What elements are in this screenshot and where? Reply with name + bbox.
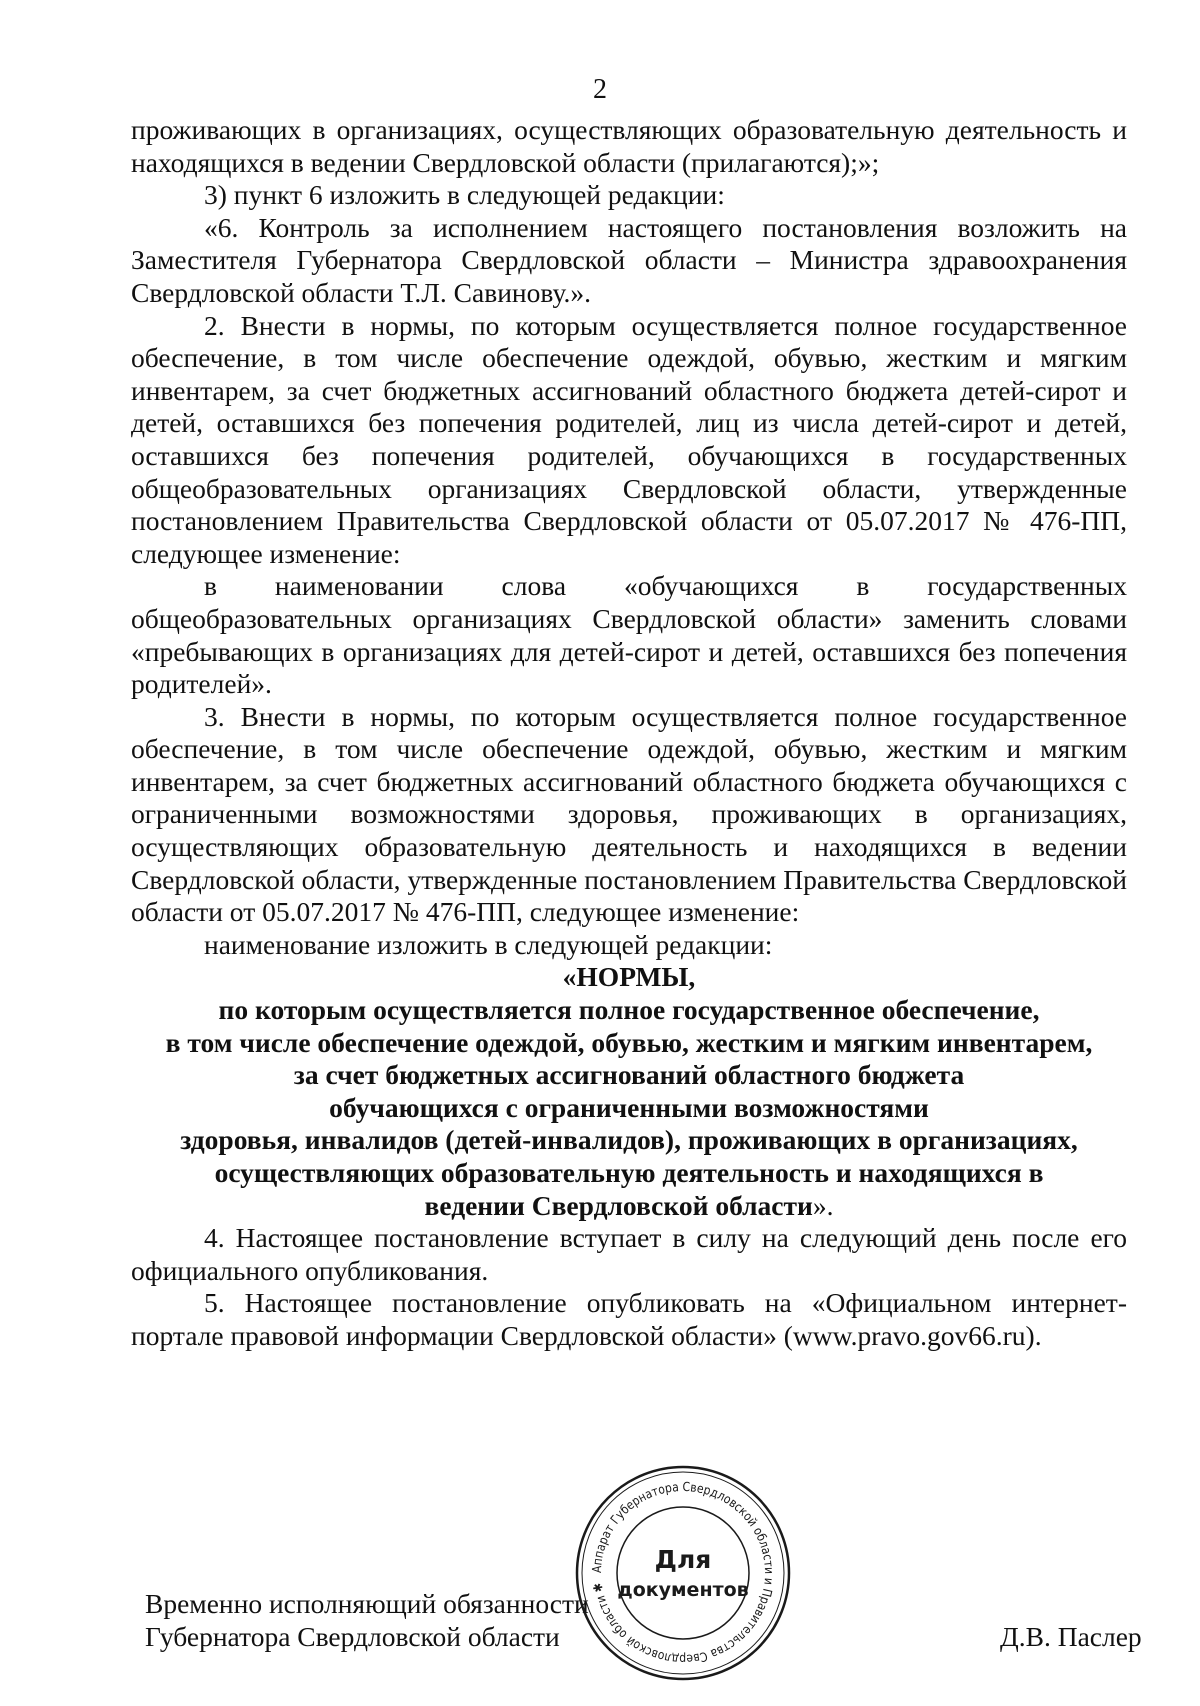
norms-heading-line: по которым осуществляется полное государственное обеспечение,	[218, 994, 1040, 1026]
norms-heading-line: «НОРМЫ,	[562, 961, 696, 993]
signature-name: Д.В. Паслер	[1000, 1621, 1142, 1652]
paragraph-3: 3. Внести в нормы, по которым осуществляется полное государственное обеспечение, в том числе обеспечение одеждой, обувью, жестким и мягким инвентарем, за счет бюджетных ассигнований областного бюджета обучающихся с ограниченными возможностями здоровья, проживающих в организациях, осуществляющих образовательную деятельность и находящихся в ведении Свердловской области, утвержденные постановлением Правительства Свердловской области от 05.07.2017 № 476-ПП, следующее изменение:	[131, 700, 1127, 928]
paragraph-2-change: в наименовании слова «обучающихся в государственных общеобразовательных организациях Свердловской области» заменить словами «пребывающих в организациях для детей-сирот и детей, оставшихся без попечения родителей».	[131, 570, 1127, 700]
norms-heading-bold-part: ведении Свердловской области	[424, 1189, 813, 1221]
document-body	[131, 114, 1127, 1353]
signature-title-line-2: Губернатора Свердловской области	[145, 1621, 560, 1652]
paragraph-continuation: проживающих в организациях, осуществляющих образовательную деятельность и находящихся в ведении Свердловской области (прилагаются);»;	[131, 114, 1127, 178]
stamp-ring-text: Аппарат Губернатора Свердловской области и Правительства Свердловской области ✱	[588, 1478, 778, 1668]
norms-heading-closing-quote: ».	[812, 1189, 834, 1221]
norms-heading-line: в том числе обеспечение одеждой, обувью, жестким и мягким инвентарем,	[165, 1026, 1093, 1058]
signature-title-line-1: Временно исполняющий обязанности	[145, 1588, 589, 1619]
paragraph-3-change: наименование изложить в следующей редакции:	[204, 928, 773, 960]
paragraph-5: 5. Настоящее постановление опубликовать на «Официальном интернет-портале правовой информации Свердловской области» (www.pravo.gov66.ru).	[131, 1287, 1127, 1351]
norms-heading-line: осуществляющих образовательную деятельность и находящихся в	[214, 1157, 1044, 1188]
stamp-center-line-2: документов	[617, 1579, 749, 1601]
norms-heading-last-line	[131, 1190, 1127, 1223]
paragraph-4: 4. Настоящее постановление вступает в силу на следующий день после его официального опубликования.	[131, 1222, 1127, 1286]
official-stamp	[572, 1462, 794, 1684]
paragraph-item-3: 3) пункт 6 изложить в следующей редакции:	[204, 179, 725, 211]
signature-title	[145, 1587, 589, 1653]
stamp-center-line-1: Для	[654, 1545, 712, 1574]
page-number: 2	[593, 74, 607, 105]
norms-heading-line: здоровья, инвалидов (детей-инвалидов), проживающих в организациях,	[180, 1124, 1078, 1156]
paragraph-point-6: «6. Контроль за исполнением настоящего постановления возложить на Заместителя Губернатора Свердловской области – Министра здравоохранения Свердловской области Т.Л. Савинову.».	[131, 211, 1127, 308]
norms-heading	[131, 961, 1127, 1222]
paragraph-2: 2. Внести в нормы, по которым осуществляется полное государственное обеспечение, в том числе обеспечение одеждой, обувью, жестким и мягким инвентарем, за счет бюджетных ассигнований областного бюджета детей-сирот и детей, оставшихся без попечения родителей, лиц из числа детей-сирот и детей, оставшихся без попечения родителей, обучающихся в государственных общеобразовательных организациях Свердловской области, утвержденные постановлением Правительства Свердловской области от 05.07.2017 № 476-ПП, следующее изменение:	[131, 309, 1127, 569]
norms-heading-line: за счет бюджетных ассигнований областного бюджета	[293, 1059, 965, 1091]
norms-heading-line: обучающихся с ограниченными возможностями	[329, 1091, 929, 1123]
